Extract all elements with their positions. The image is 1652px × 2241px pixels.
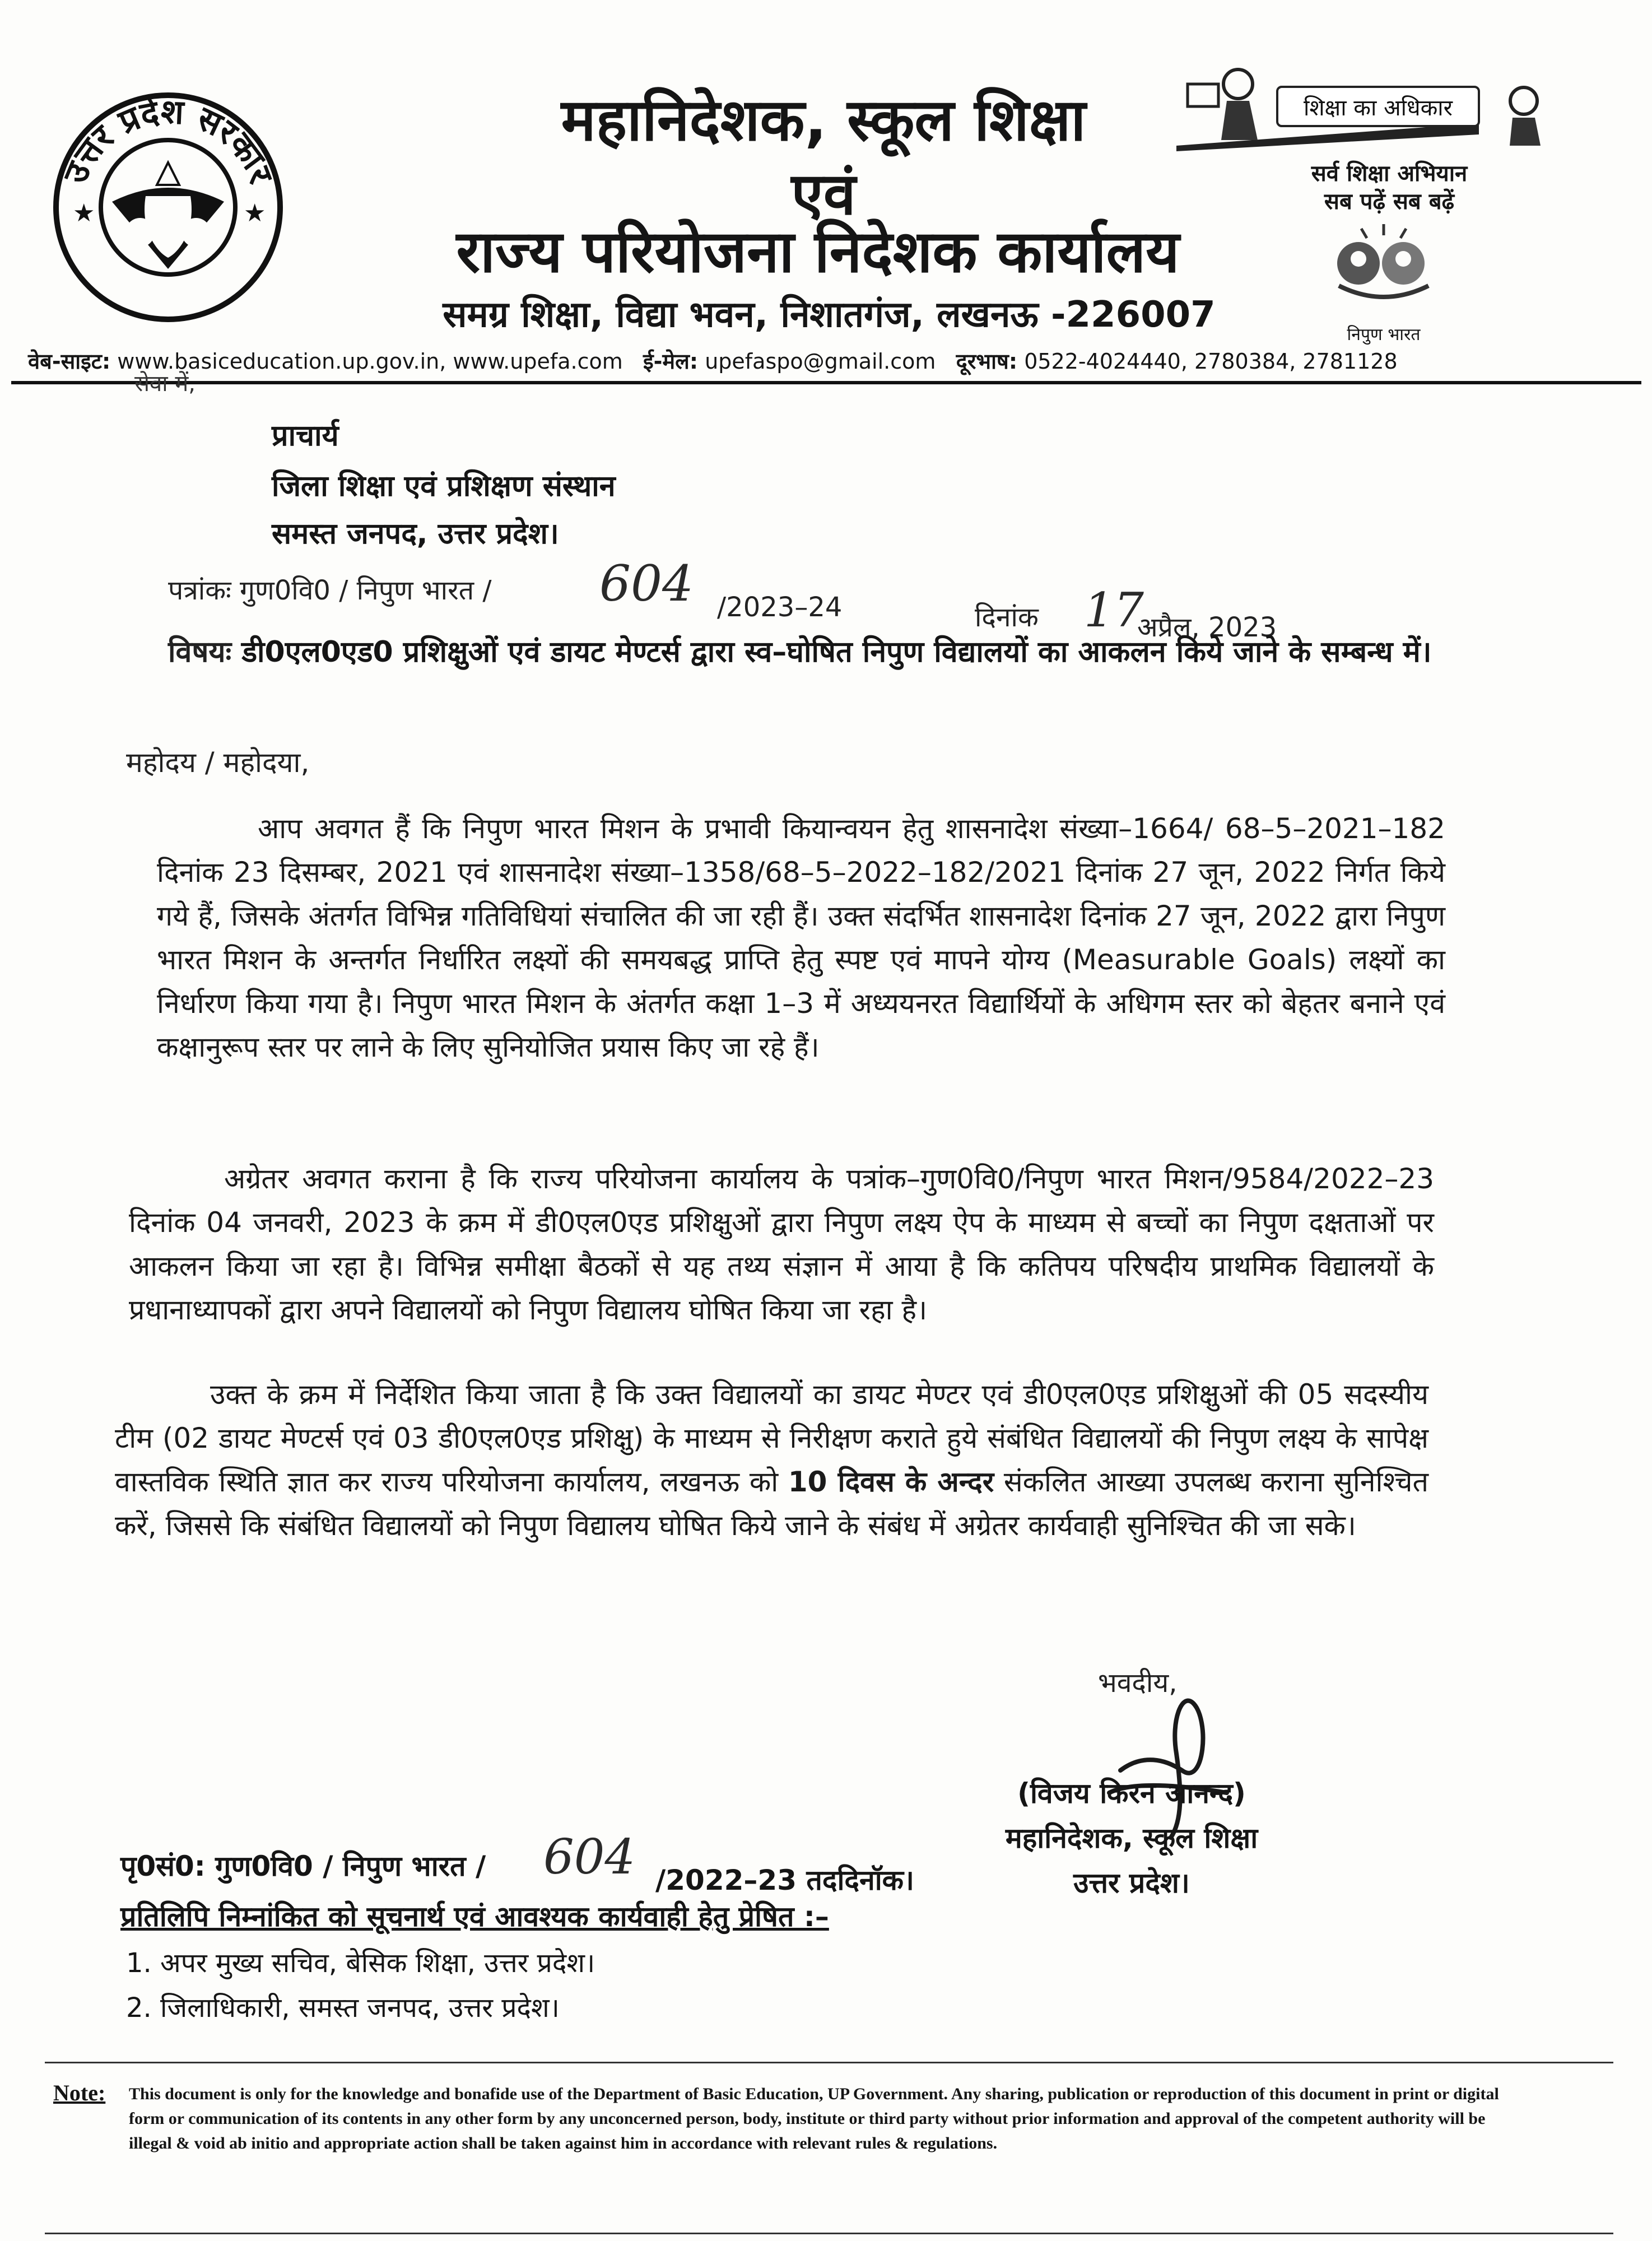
- header-line2: एवं: [791, 160, 856, 228]
- subject-text: डी0एल0एड0 प्रशिक्षुओं एवं डायट मेण्टर्स द्वारा स्व–घोषित निपुण विद्यालयों का आकलन किये जाने के सम्बन्ध में।: [241, 635, 1432, 669]
- header-divider: [11, 381, 1641, 384]
- phone-value: 0522-4024440, 2780384, 2781128: [1024, 349, 1398, 374]
- phone-label: दूरभाष:: [956, 349, 1018, 374]
- salutation: महोदय / महोदया,: [126, 746, 310, 779]
- copy-item-2: 2. जिलाधिकारी, समस्त जनपद, उत्तर प्रदेश।: [126, 1992, 560, 2024]
- paragraph-3-end: संकलित आख्या उपलब्ध कराना सुनिश्चित करें, जिससे कि संबंधित विद्यालयों को निपुण विद्यालय घोषित किये जाने के संबंध में अग्रेतर कार्यवाही सुनिश्चित की जा सके।: [115, 1466, 1428, 1542]
- paragraph-2: अग्रेतर अवगत कराना है कि राज्य परियोजना कार्यालय के पत्रांक–गुण0वि0/निपुण भारत मिशन/9584/2022–23 दिनांक 04 जनवरी, 2023 के क्रम में डी0एल0एड प्रशिक्षुओं द्वारा निपुण लक्ष्य ऐप के माध्यम से बच्चों का निपुण दक्षताओं पर आकलन किया जा रहा है। विभिन्न समीक्षा बैठकों से यह तथ्य संज्ञान में आया है कि कतिपय परिषदीय प्राथमिक विद्यालयों के प्रधानाध्यापकों द्वारा अपने विद्यालयों को निपुण विद्यालय घोषित किया जा रहा है।: [129, 1163, 1434, 1326]
- signatory-name: (विजय किरन आनन्द): [1017, 1777, 1246, 1810]
- addressee-seva: सेवा में,: [134, 371, 196, 397]
- paragraph-3-start: उक्त के क्रम में निर्देशित किया जाता है कि उक्त विद्यालयों का डायट मेण्टर एवं डी0एल0एड प्रशिक्षुओं की 05 सदस्यीय टीम (02 डायट मेण्टर्स एवं 03 डी0एल0एड प्रशिक्षु) के माध्यम से निरीक्षण कराते हुये संबंधित विद्यालयों की निपुण लक्ष्य के सापेक्ष वास्तविक स्थिति ज्ञात कर राज्य परियोजना कार्यालय, लखनऊ को: [115, 1378, 1428, 1498]
- patrank-prefix: पत्रांकः गुण0वि0 / निपुण भारत /: [168, 575, 492, 606]
- signatory-state: उत्तर प्रदेश।: [1073, 1867, 1190, 1899]
- web-value[interactable]: www.basiceducation.up.gov.in, www.upefa.com: [117, 349, 623, 374]
- svg-text:★: ★: [73, 199, 95, 227]
- deadline-text: 10 दिवस के अन्दर: [788, 1466, 994, 1498]
- nipun-bharat-logo: [1305, 213, 1462, 319]
- subject-label: विषयः: [168, 635, 232, 669]
- copy-heading: प्रतिलिपि निम्नांकित को सूचनार्थ एवं आवश्यक कार्यवाही हेतु प्रेषित :–: [120, 1900, 829, 1933]
- header-address: समग्र शिक्षा, विद्या भवन, निशातगंज, लखनऊ -226007: [443, 294, 1216, 336]
- copy-ref-number: 604: [543, 1829, 636, 1885]
- contact-line: [28, 346, 1625, 375]
- copy-ref-suffix: /2022–23 तददिनॉक।: [655, 1864, 915, 1896]
- rte-logo: [1165, 62, 1557, 162]
- note-divider-top: [45, 2062, 1613, 2063]
- ssa-line2: सब पढ़ें सब बढ़ें: [1324, 189, 1455, 215]
- addressee-line1: प्राचार्य: [272, 419, 339, 453]
- note-divider-bottom: [45, 2233, 1613, 2234]
- patrank-suffix: /2023–24: [717, 592, 843, 623]
- subject: [168, 632, 1535, 672]
- note-text: This document is only for the knowledge and bonafide use of the Department of Basic Education, UP Government. Any sharing, publication or reproduction of this document in print or digital form or communication of its contents in any other form by any unconcerned person, body, institute or third party without prior information and approval of the competent authority will be illegal & void ab initio and appropriate action shall be taken against him in accordance with relevant rules & regulations.: [129, 2085, 1499, 2152]
- addressee-line3: समस्त जनपद, उत्तर प्रदेश।: [272, 517, 559, 551]
- rte-label: शिक्षा का अधिकार: [1303, 95, 1453, 121]
- paragraph-3: [115, 1373, 1428, 1547]
- header-line1: महानिदेशक, स्कूल शिक्षा: [561, 86, 1086, 154]
- patrank-number: 604: [599, 555, 694, 612]
- paragraph-1: आप अवगत हैं कि निपुण भारत मिशन के प्रभावी कियान्वयन हेतु शासनादेश संख्या–1664/ 68–5–2021–182 दिनांक 23 दिसम्बर, 2021 एवं शासनादेश संख्या–1358/68–5–2022–182/2021 दिनांक 27 जून, 2022 निर्गत किये गये हैं, जिसके अंतर्गत विभिन्न गतिविधियां संचालित की जा रही हैं। उक्त संदर्भित शासनादेश दिनांक 27 जून, 2022 द्वारा निपुण भारत मिशन के अन्तर्गत निर्धारित लक्ष्यों की समयबद्ध प्राप्ति हेतु स्पष्ट एवं मापने योग्य (Measurable Goals) लक्ष्यों का निर्धारण किया गया है। निपुण भारत मिशन के अंतर्गत कक्षा 1–3 में अध्ययनरत विद्यार्थियों के अधिगम स्तर को बेहतर बनाने एवं कक्षानुरूप स्तर पर लाने के लिए सुनियोजित प्रयास किए जा रहे हैं।: [157, 812, 1445, 1063]
- emblem-text: उत्तर प्रदेश सरकार: [55, 92, 281, 189]
- svg-text:★: ★: [244, 199, 266, 227]
- nipun-logo-label: निपुण भारत: [1347, 325, 1421, 345]
- ssa-line1: सर्व शिक्षा अभियान: [1311, 161, 1468, 187]
- copy-item-1: 1. अपर मुख्य सचिव, बेसिक शिक्षा, उत्तर प्रदेश।: [126, 1947, 595, 1979]
- email-value[interactable]: upefaspo@gmail.com: [705, 349, 936, 374]
- up-government-emblem: [50, 90, 286, 325]
- email-label: ई-मेल:: [643, 349, 699, 374]
- date-day: 17: [1084, 583, 1144, 638]
- addressee-line2: जिला शिक्षा एवं प्रशिक्षण संस्थान: [272, 469, 616, 503]
- header-line3: राज्य परियोजना निदेशक कार्यालय: [456, 217, 1180, 286]
- copy-ref-prefix: पृ0सं0: गुण0वि0 / निपुण भारत /: [120, 1850, 486, 1882]
- signatory-designation: महानिदेशक, स्कूल शिक्षा: [1005, 1822, 1258, 1854]
- web-label: वेब-साइट:: [28, 349, 111, 374]
- closing: भवदीय,: [1098, 1667, 1178, 1699]
- date-label: दिनांक: [975, 602, 1039, 633]
- note-label: Note:: [53, 2080, 106, 2105]
- date-suffix: अप्रैल, 2023: [1137, 612, 1277, 643]
